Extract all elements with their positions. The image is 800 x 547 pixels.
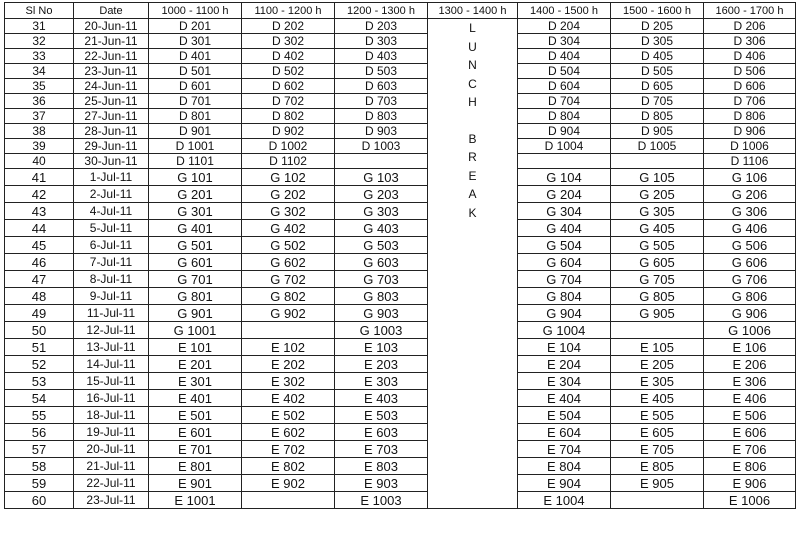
table-row [5,390,796,407]
cell-slot-1100: G 702 [242,271,335,288]
table-row [5,322,796,339]
table-row [5,124,796,139]
table-row [5,79,796,94]
table-row [5,94,796,109]
header-slot-1100: 1100 - 1200 h [242,3,335,19]
cell-sl-no: 59 [5,475,74,492]
cell-date: 8-Jul-11 [74,271,149,288]
cell-slot-1100: E 302 [242,373,335,390]
cell-sl-no: 32 [5,34,74,49]
cell-slot-1200: G 603 [335,254,428,271]
cell-slot-1200: E 203 [335,356,428,373]
table-row [5,237,796,254]
cell-slot-1100: D 1002 [242,139,335,154]
cell-date: 19-Jul-11 [74,424,149,441]
cell-slot-1400: E 704 [518,441,611,458]
cell-slot-1600: D 806 [704,109,796,124]
cell-slot-1000: E 801 [149,458,242,475]
cell-slot-1100: D 902 [242,124,335,139]
cell-slot-1100: D 1102 [242,154,335,169]
cell-slot-1500: E 505 [611,407,704,424]
break-letter: R [468,150,477,164]
table-row [5,424,796,441]
cell-slot-1200: E 503 [335,407,428,424]
cell-slot-1200: G 103 [335,169,428,186]
cell-slot-1400: G 504 [518,237,611,254]
cell-slot-1400: E 804 [518,458,611,475]
cell-slot-1600: G 606 [704,254,796,271]
cell-date: 20-Jul-11 [74,441,149,458]
cell-slot-1400: G 404 [518,220,611,237]
header-slot-1500: 1500 - 1600 h [611,3,704,19]
cell-slot-1600: E 906 [704,475,796,492]
table-row [5,458,796,475]
cell-slot-1600: D 706 [704,94,796,109]
cell-slot-1100: D 802 [242,109,335,124]
cell-slot-1100: G 502 [242,237,335,254]
cell-slot-1500 [611,322,704,339]
cell-slot-1100: D 502 [242,64,335,79]
cell-slot-1000: G 301 [149,203,242,220]
cell-slot-1000: D 1001 [149,139,242,154]
header-date: Date [74,3,149,19]
cell-slot-1200: E 603 [335,424,428,441]
cell-slot-1200: D 703 [335,94,428,109]
cell-slot-1000: G 501 [149,237,242,254]
cell-slot-1500: G 105 [611,169,704,186]
cell-sl-no: 49 [5,305,74,322]
cell-slot-1600: E 1006 [704,492,796,509]
cell-date: 21-Jul-11 [74,458,149,475]
cell-date: 12-Jul-11 [74,322,149,339]
cell-date: 23-Jun-11 [74,64,149,79]
cell-sl-no: 37 [5,109,74,124]
cell-slot-1400: G 804 [518,288,611,305]
cell-slot-1000: G 701 [149,271,242,288]
cell-slot-1400: G 104 [518,169,611,186]
cell-slot-1600: D 606 [704,79,796,94]
cell-slot-1600: G 306 [704,203,796,220]
cell-date: 30-Jun-11 [74,154,149,169]
cell-date: 29-Jun-11 [74,139,149,154]
cell-slot-1100: D 302 [242,34,335,49]
cell-date: 9-Jul-11 [74,288,149,305]
cell-sl-no: 45 [5,237,74,254]
table-row [5,49,796,64]
table-row [5,34,796,49]
cell-slot-1600: G 1006 [704,322,796,339]
cell-slot-1200: D 603 [335,79,428,94]
lunch-letter: U [468,39,477,54]
table-row [5,19,796,34]
cell-sl-no: 55 [5,407,74,424]
cell-slot-1400: E 204 [518,356,611,373]
cell-slot-1100: G 402 [242,220,335,237]
cell-date: 13-Jul-11 [74,339,149,356]
cell-slot-1000: D 1101 [149,154,242,169]
cell-slot-1100: G 102 [242,169,335,186]
cell-slot-1200: D 503 [335,64,428,79]
cell-date: 18-Jul-11 [74,407,149,424]
cell-sl-no: 50 [5,322,74,339]
cell-date: 21-Jun-11 [74,34,149,49]
cell-slot-1200: D 403 [335,49,428,64]
cell-slot-1200: E 903 [335,475,428,492]
cell-date: 14-Jul-11 [74,356,149,373]
cell-slot-1000: D 401 [149,49,242,64]
cell-slot-1100: D 402 [242,49,335,64]
cell-slot-1200: D 1003 [335,139,428,154]
cell-slot-1500: D 305 [611,34,704,49]
table-row [5,64,796,79]
cell-slot-1100: E 502 [242,407,335,424]
schedule-table [4,2,796,509]
cell-slot-1500: G 505 [611,237,704,254]
cell-date: 6-Jul-11 [74,237,149,254]
cell-slot-1200: G 803 [335,288,428,305]
cell-slot-1000: E 101 [149,339,242,356]
cell-slot-1600: D 506 [704,64,796,79]
cell-slot-1400: D 504 [518,64,611,79]
cell-sl-no: 43 [5,203,74,220]
cell-slot-1200: E 803 [335,458,428,475]
cell-slot-1400: G 604 [518,254,611,271]
cell-slot-1200: G 403 [335,220,428,237]
cell-slot-1100: E 402 [242,390,335,407]
table-row [5,139,796,154]
cell-slot-1000: D 501 [149,64,242,79]
cell-date: 2-Jul-11 [74,186,149,203]
cell-slot-1100: E 902 [242,475,335,492]
cell-date: 20-Jun-11 [74,19,149,34]
cell-slot-1100: D 202 [242,19,335,34]
cell-slot-1400: E 904 [518,475,611,492]
cell-slot-1000: D 801 [149,109,242,124]
cell-date: 24-Jun-11 [74,79,149,94]
cell-sl-no: 47 [5,271,74,288]
cell-sl-no: 42 [5,186,74,203]
cell-slot-1100: G 602 [242,254,335,271]
header-slot-1000: 1000 - 1100 h [149,3,242,19]
cell-date: 22-Jul-11 [74,475,149,492]
cell-slot-1500 [611,154,704,169]
cell-slot-1500: G 205 [611,186,704,203]
cell-slot-1500 [611,492,704,509]
cell-slot-1000: E 201 [149,356,242,373]
table-row [5,254,796,271]
break-letter: K [468,205,477,220]
cell-slot-1600: E 606 [704,424,796,441]
cell-slot-1400: G 904 [518,305,611,322]
cell-sl-no: 56 [5,424,74,441]
lunch-gap [428,112,517,130]
cell-slot-1200: E 403 [335,390,428,407]
cell-slot-1400: D 404 [518,49,611,64]
cell-slot-1400: D 904 [518,124,611,139]
cell-slot-1200: G 503 [335,237,428,254]
cell-slot-1200: G 303 [335,203,428,220]
cell-slot-1100: D 702 [242,94,335,109]
cell-slot-1500: E 205 [611,356,704,373]
cell-slot-1100: D 602 [242,79,335,94]
cell-slot-1200: G 203 [335,186,428,203]
header-slot-1600: 1600 - 1700 h [704,3,796,19]
cell-slot-1200: G 903 [335,305,428,322]
cell-date: 27-Jun-11 [74,109,149,124]
cell-slot-1400: E 604 [518,424,611,441]
cell-slot-1500: E 805 [611,458,704,475]
cell-slot-1000: G 401 [149,220,242,237]
cell-slot-1500: E 605 [611,424,704,441]
cell-slot-1600: D 406 [704,49,796,64]
cell-slot-1000: D 601 [149,79,242,94]
lunch-letter: N [468,58,477,72]
table-row [5,288,796,305]
header-slot-1200: 1200 - 1300 h [335,3,428,19]
cell-slot-1600: E 106 [704,339,796,356]
table-row [5,109,796,124]
cell-slot-1400: D 604 [518,79,611,94]
cell-slot-1500: E 905 [611,475,704,492]
cell-slot-1400: E 304 [518,373,611,390]
cell-sl-no: 39 [5,139,74,154]
table-row [5,305,796,322]
cell-sl-no: 52 [5,356,74,373]
cell-sl-no: 48 [5,288,74,305]
cell-slot-1100: G 302 [242,203,335,220]
cell-slot-1600: G 406 [704,220,796,237]
schedule-sheet [4,2,795,509]
cell-slot-1100: E 602 [242,424,335,441]
cell-slot-1000: D 301 [149,34,242,49]
cell-slot-1500: G 605 [611,254,704,271]
cell-date: 4-Jul-11 [74,203,149,220]
cell-slot-1600: G 806 [704,288,796,305]
cell-slot-1000: E 301 [149,373,242,390]
cell-sl-no: 40 [5,154,74,169]
cell-slot-1600: G 906 [704,305,796,322]
cell-slot-1600: D 1106 [704,154,796,169]
cell-slot-1600: E 506 [704,407,796,424]
cell-date: 15-Jul-11 [74,373,149,390]
cell-slot-1000: G 101 [149,169,242,186]
cell-slot-1500: D 905 [611,124,704,139]
cell-sl-no: 44 [5,220,74,237]
cell-slot-1100 [242,322,335,339]
cell-slot-1200: D 803 [335,109,428,124]
cell-slot-1400: D 204 [518,19,611,34]
cell-sl-no: 34 [5,64,74,79]
cell-date: 28-Jun-11 [74,124,149,139]
cell-slot-1200: E 1003 [335,492,428,509]
cell-sl-no: 58 [5,458,74,475]
cell-slot-1100: E 202 [242,356,335,373]
cell-slot-1200: D 903 [335,124,428,139]
cell-sl-no: 60 [5,492,74,509]
cell-slot-1600: G 506 [704,237,796,254]
cell-date: 5-Jul-11 [74,220,149,237]
cell-slot-1500: D 505 [611,64,704,79]
cell-slot-1400: E 404 [518,390,611,407]
cell-slot-1000: E 1001 [149,492,242,509]
cell-date: 23-Jul-11 [74,492,149,509]
table-row [5,169,796,186]
cell-slot-1000: E 401 [149,390,242,407]
cell-slot-1400: E 504 [518,407,611,424]
cell-slot-1600: E 306 [704,373,796,390]
cell-slot-1400 [518,154,611,169]
break-letter: B [468,131,477,146]
schedule-body [5,19,796,509]
cell-sl-no: 41 [5,169,74,186]
cell-slot-1200: G 703 [335,271,428,288]
cell-slot-1200: E 303 [335,373,428,390]
cell-date: 25-Jun-11 [74,94,149,109]
header-sl-no: Sl No [5,3,74,19]
cell-sl-no: 51 [5,339,74,356]
cell-slot-1000: G 601 [149,254,242,271]
cell-slot-1000: D 901 [149,124,242,139]
table-row [5,203,796,220]
cell-slot-1400: G 1004 [518,322,611,339]
cell-slot-1100: G 802 [242,288,335,305]
cell-slot-1500: D 805 [611,109,704,124]
cell-slot-1000: G 901 [149,305,242,322]
cell-slot-1000: G 1001 [149,322,242,339]
cell-slot-1500: G 805 [611,288,704,305]
header-row [5,3,796,19]
cell-slot-1000: D 701 [149,94,242,109]
table-row [5,339,796,356]
cell-slot-1600: G 206 [704,186,796,203]
cell-slot-1000: E 901 [149,475,242,492]
header-slot-1300: 1300 - 1400 h [428,3,518,19]
table-row [5,356,796,373]
cell-slot-1200: D 203 [335,19,428,34]
cell-slot-1100 [242,492,335,509]
cell-slot-1500: G 705 [611,271,704,288]
cell-slot-1500: D 705 [611,94,704,109]
table-row [5,154,796,169]
cell-slot-1400: D 804 [518,109,611,124]
break-letter: E [468,168,477,183]
cell-slot-1600: D 206 [704,19,796,34]
cell-slot-1500: E 305 [611,373,704,390]
cell-slot-1400: D 704 [518,94,611,109]
cell-slot-1200: E 703 [335,441,428,458]
cell-date: 22-Jun-11 [74,49,149,64]
table-row [5,492,796,509]
cell-slot-1400: D 1004 [518,139,611,154]
cell-slot-1600: D 906 [704,124,796,139]
cell-slot-1400: G 204 [518,186,611,203]
lunch-letter: H [468,95,477,109]
cell-slot-1500: G 305 [611,203,704,220]
cell-slot-1600: D 306 [704,34,796,49]
cell-slot-1600: E 806 [704,458,796,475]
cell-date: 7-Jul-11 [74,254,149,271]
cell-slot-1100: G 202 [242,186,335,203]
table-row [5,220,796,237]
cell-slot-1000: G 201 [149,186,242,203]
table-row [5,475,796,492]
cell-slot-1200: E 103 [335,339,428,356]
cell-slot-1600: D 1006 [704,139,796,154]
cell-slot-1500: D 1005 [611,139,704,154]
cell-slot-1000: D 201 [149,19,242,34]
cell-sl-no: 36 [5,94,74,109]
cell-slot-1500: D 405 [611,49,704,64]
cell-slot-1200: D 303 [335,34,428,49]
cell-sl-no: 35 [5,79,74,94]
cell-slot-1400: G 304 [518,203,611,220]
cell-slot-1400: E 1004 [518,492,611,509]
cell-slot-1400: G 704 [518,271,611,288]
cell-slot-1000: E 701 [149,441,242,458]
cell-slot-1400: E 104 [518,339,611,356]
cell-slot-1100: E 802 [242,458,335,475]
cell-slot-1600: G 706 [704,271,796,288]
cell-date: 1-Jul-11 [74,169,149,186]
cell-slot-1600: G 106 [704,169,796,186]
cell-sl-no: 33 [5,49,74,64]
lunch-letter: L [469,21,476,35]
cell-date: 16-Jul-11 [74,390,149,407]
cell-slot-1100: E 102 [242,339,335,356]
cell-slot-1500: G 905 [611,305,704,322]
cell-slot-1500: D 205 [611,19,704,34]
cell-slot-1500: E 105 [611,339,704,356]
break-letter: A [468,187,477,201]
table-row [5,407,796,424]
header-slot-1400: 1400 - 1500 h [518,3,611,19]
cell-slot-1000: E 501 [149,407,242,424]
table-row [5,373,796,390]
table-row [5,271,796,288]
cell-slot-1100: G 902 [242,305,335,322]
cell-slot-1600: E 706 [704,441,796,458]
cell-slot-1500: D 605 [611,79,704,94]
lunch-break-column [428,19,518,509]
cell-slot-1100: E 702 [242,441,335,458]
lunch-letter: C [468,76,477,91]
cell-sl-no: 54 [5,390,74,407]
cell-sl-no: 38 [5,124,74,139]
cell-date: 11-Jul-11 [74,305,149,322]
table-row [5,186,796,203]
cell-sl-no: 31 [5,19,74,34]
table-row [5,441,796,458]
cell-slot-1200 [335,154,428,169]
cell-slot-1500: G 405 [611,220,704,237]
cell-slot-1500: E 705 [611,441,704,458]
cell-sl-no: 46 [5,254,74,271]
cell-slot-1200: G 1003 [335,322,428,339]
cell-slot-1500: E 405 [611,390,704,407]
cell-sl-no: 53 [5,373,74,390]
cell-slot-1000: G 801 [149,288,242,305]
cell-slot-1600: E 406 [704,390,796,407]
cell-slot-1400: D 304 [518,34,611,49]
cell-sl-no: 57 [5,441,74,458]
cell-slot-1000: E 601 [149,424,242,441]
cell-slot-1600: E 206 [704,356,796,373]
